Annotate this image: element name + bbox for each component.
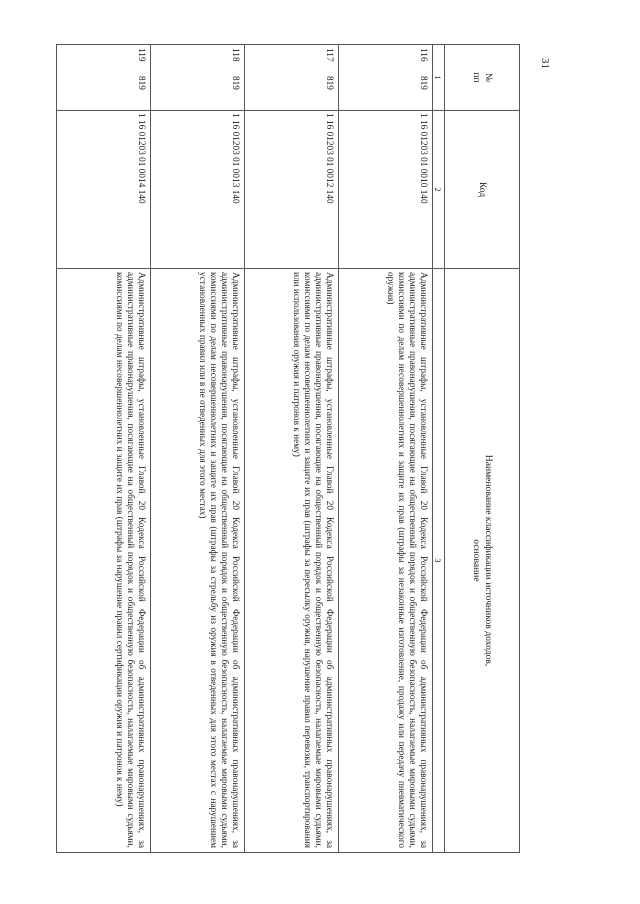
- description-cell: Административные штрафы, установленные Главой 20 Кодекса Российской Федерации об административных правонарушениях, за административные правонарушения, посягающие на общественный порядок и общественную безопасность, налагаемые мировыми судьями, комиссиями по делам несовершеннолетних и защите их прав (штрафы за нарушение правил сертификации оружия и патронов к нему): [57, 269, 151, 853]
- admin-code: 819: [230, 76, 240, 90]
- row-number-cell: [245, 45, 339, 111]
- table-row: [339, 45, 433, 853]
- income-code: 1 16 01203 01 0013 140: [230, 113, 240, 204]
- header-name-line1: Наименование классификации источников доходов,: [483, 454, 494, 667]
- admin-code: 819: [136, 76, 146, 90]
- header-num-line1: №: [483, 72, 494, 83]
- description-cell: Административные штрафы, установленные Главой 20 Кодекса Российской Федерации об административных правонарушениях, за административные правонарушения, посягающие на общественный порядок и общественную безопасность, налагаемые мировыми судьями, комиссиями по делам несовершеннолетних и защите их прав (штрафы за незаконные изготовление, продажу или передачу пневматического оружия): [339, 269, 433, 853]
- classification-table-sheet: [90, 44, 520, 852]
- code-cell: [57, 111, 151, 269]
- table-row: [245, 45, 339, 853]
- page-number: 31: [539, 58, 551, 69]
- description-cell: Административные штрафы, установленные Главой 20 Кодекса Российской Федерации об административных правонарушениях, за административные правонарушения, посягающие на общественный порядок и общественную безопасность, налагаемые мировыми судьями, комиссиями по делам несовершеннолетних и защите их прав (штрафы за стрельбу из оружия в отведенных для этого местах с нарушением установленных правил или в не отведенных для этого местах): [151, 269, 245, 853]
- table-row: [57, 45, 151, 853]
- admin-code: 819: [418, 76, 428, 90]
- code-cell: [151, 111, 245, 269]
- header-num: [445, 45, 520, 111]
- classification-table: [56, 44, 520, 853]
- column-number-3: 3: [433, 269, 445, 853]
- header-num-line2: пп: [471, 72, 482, 83]
- code-cell: [339, 111, 433, 269]
- row-number-cell: [151, 45, 245, 111]
- row-number-cell: [339, 45, 433, 111]
- column-number-1: 1: [433, 45, 445, 111]
- header-name-line2: основание: [471, 539, 482, 582]
- row-number: 117: [324, 48, 334, 62]
- column-number-2: 2: [433, 111, 445, 269]
- income-code: 1 16 01203 01 0010 140: [418, 113, 428, 204]
- code-cell: [245, 111, 339, 269]
- income-code: 1 16 01203 01 0012 140: [324, 113, 334, 204]
- row-number: 119: [136, 48, 146, 62]
- table-row: [151, 45, 245, 853]
- row-number: 118: [230, 48, 240, 62]
- header-row: [445, 45, 520, 853]
- row-number: 116: [418, 48, 428, 62]
- header-name: [445, 269, 520, 853]
- admin-code: 819: [324, 76, 334, 90]
- column-number-row: [433, 45, 445, 853]
- row-number-cell: [57, 45, 151, 111]
- income-code: 1 16 01203 01 0014 140: [136, 113, 146, 204]
- header-code: Код: [445, 111, 520, 269]
- description-cell: Административные штрафы, установленные Главой 20 Кодекса Российской Федерации об административных правонарушениях, за административные правонарушения, посягающие на общественный порядок и общественную безопасность, налагаемые мировыми судьями, комиссиями по делам несовершеннолетних и защите их прав (штрафы за пересылку оружия, нарушение правил перевозки, транспортирования или использования оружия и патронов к нему): [245, 269, 339, 853]
